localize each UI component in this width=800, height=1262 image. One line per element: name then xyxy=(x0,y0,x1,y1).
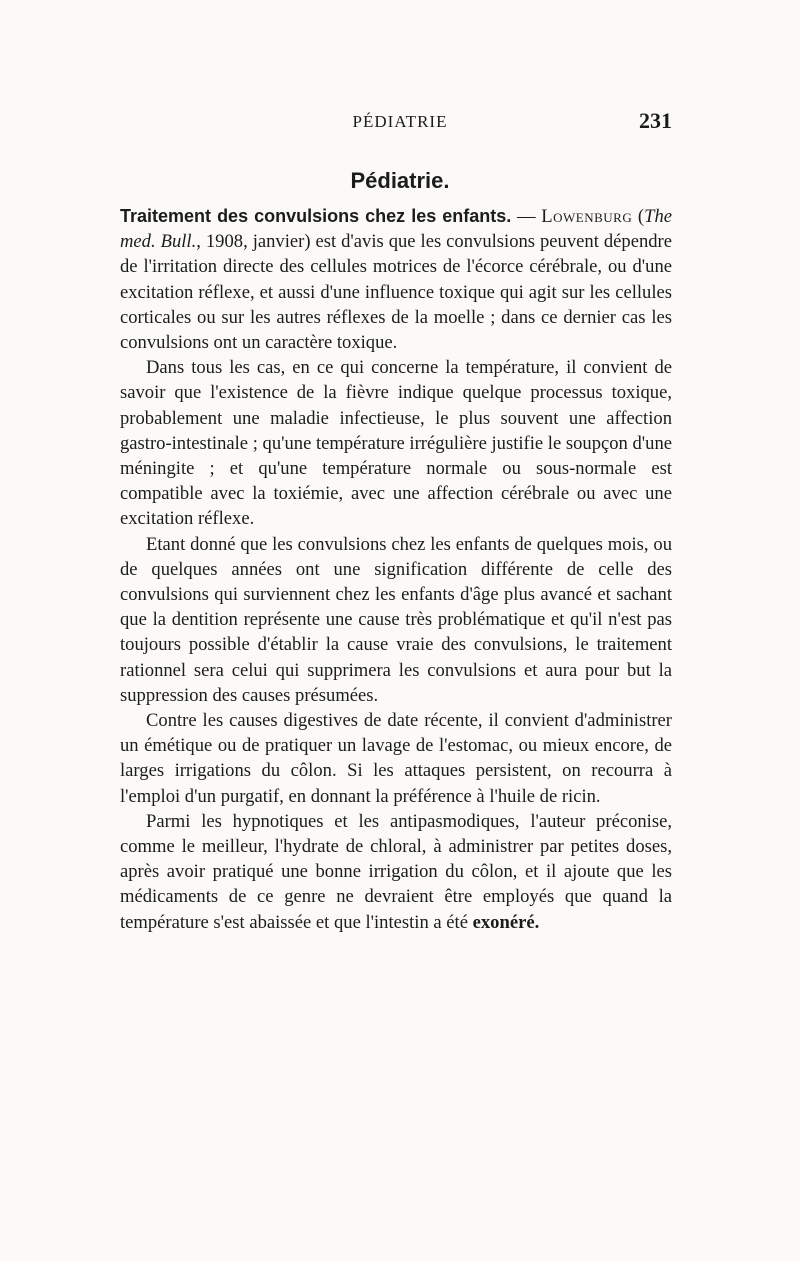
paragraph: Etant donné que les convulsions chez les enfants de quelques mois, ou de quelques années ont une signification différente de celle des convulsions qui surviennent chez les enfants d'âge plus avancé et sachant que la dentition représente une cause très problématique et qu'il n'est pas toujours possible d'établir la cause vraie des convulsions, le traitement rationnel sera celui qui supprimera les convulsions et aura pour but la suppression des causes présumées. xyxy=(120,533,672,706)
open-paren: ( xyxy=(637,206,645,227)
closing-emphasis: exonéré. xyxy=(472,911,540,933)
title-dash: — xyxy=(511,206,542,227)
running-title: PÉDIATRIE xyxy=(352,112,448,131)
closing-text: Parmi les hypnotiques et les antipasmodiques, l'auteur préconise, comme le meilleur, l'hydrate de chloral, à administrer par petites doses, après avoir pratiqué une bonne irrigation du côlon, et il ajoute que les médicaments de ce genre ne devraient être employés que quand la température s'est abaissée et que l'intestin a été xyxy=(120,810,672,933)
paragraph: Contre les causes digestives de date récente, il convient d'administrer un émétique ou de pratiquer un lavage de l'estomac, ou mieux encore, de larges irrigations du côlon. Si les attaques persistent, on recourra à l'emploi d'un purgatif, en donnant la préférence à l'huile de ricin. xyxy=(120,710,672,807)
paragraph: Dans tous les cas, en ce qui concerne la température, il convient de savoir que l'existence de la fièvre indique quelque processus toxique, probablement une maladie infectieuse, le plus souvent une affection gastro-intestinale ; qu'une température irrégulière justifie le soupçon d'une méningite ; et qu'une température normale ou sous-normale est compatible avec la toxiémie, avec une affection cérébrale ou avec une excitation réflexe. xyxy=(120,357,672,530)
intro-text: , 1908, janvier) est d'avis que les convulsions peuvent dépendre de l'irritation directe des cellules motrices de l'écorce cérébrale, ou d'une excitation réflexe, et aussi d'une influence toxique qui agit sur les cellules corticales ou sur les autres réflexes de la moelle ; dans ce dernier cas les convulsions ont un caractère toxique. xyxy=(120,231,672,354)
journal-name: The med. Bull. xyxy=(120,206,673,253)
paragraph-closing xyxy=(120,809,672,935)
page-number: 231 xyxy=(639,108,672,133)
section-title: Pédiatrie. xyxy=(350,168,450,193)
running-head xyxy=(120,104,680,134)
paragraph-intro xyxy=(120,204,672,355)
article-title: Traitement des convulsions chez les enfants. xyxy=(120,206,512,226)
author-name: Lowenburg xyxy=(541,206,633,227)
body-text xyxy=(120,204,672,935)
